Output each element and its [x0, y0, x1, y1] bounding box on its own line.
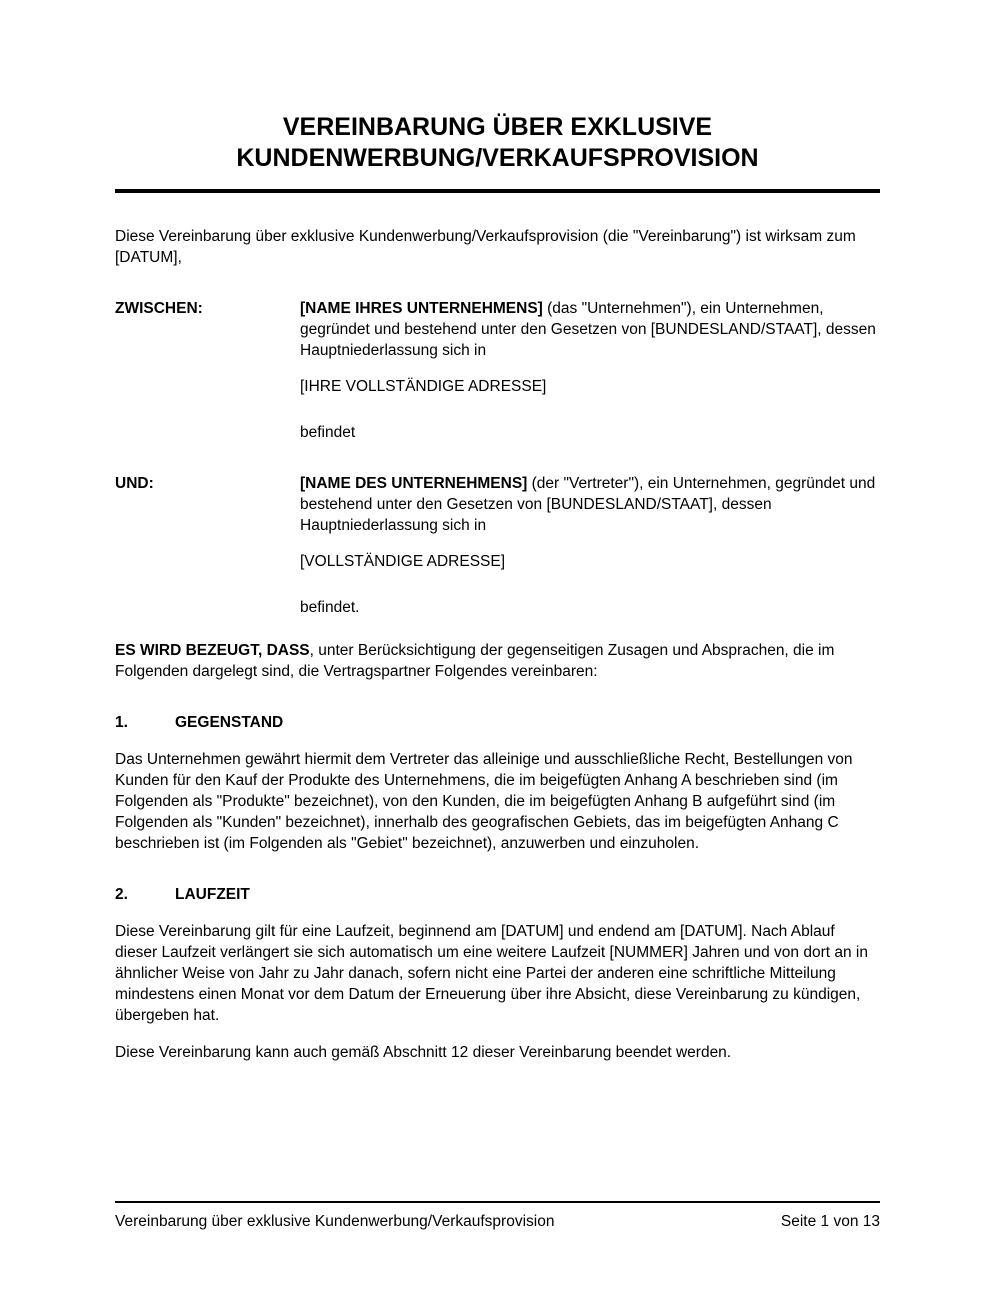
party-closing-word: befindet. — [300, 599, 360, 616]
witness-rest-text: , unter Berücksichtigung der gegenseitigen Zusagen und Absprachen, die im Folgenden dargelegt sind, die Vertragspartner Folgendes vereinbaren: — [115, 642, 835, 680]
document-title-line-2: KUNDENWERBUNG/VERKAUFSPROVISION — [236, 144, 759, 172]
party-description-text: (der "Vertreter"), ein Unternehmen, gegründet und bestehend unter den Gesetzen von [BUNDESLAND/STAAT], dessen Hauptniederlassung sich in — [300, 475, 876, 534]
party-address-placeholder: [IHRE VOLLSTÄNDIGE ADRESSE] — [300, 378, 547, 395]
party-name-placeholder: [NAME IHRES UNTERNEHMENS] — [300, 300, 543, 317]
page-footer — [115, 1201, 880, 1232]
witness-paragraph — [115, 640, 880, 682]
party-description-text: (das "Unternehmen"), ein Unternehmen, gegründet und bestehend unter den Gesetzen von [BUNDESLAND/STAAT], dessen Hauptniederlassung sich in — [300, 300, 876, 359]
party-label-zwischen: ZWISCHEN: — [115, 300, 203, 317]
footer-divider — [115, 1201, 880, 1203]
section-paragraph: Diese Vereinbarung kann auch gemäß Abschnitt 12 dieser Vereinbarung beendet werden. — [115, 1044, 732, 1061]
section-title: GEGENSTAND — [175, 714, 284, 731]
section-title: LAUFZEIT — [175, 886, 250, 903]
witness-bold-lead: ES WIRD BEZEUGT, DASS — [115, 642, 310, 659]
document-title — [115, 112, 880, 174]
party-label-und: UND: — [115, 475, 154, 492]
party-block-und — [115, 473, 1000, 618]
party-content-zwischen — [300, 298, 890, 443]
intro-paragraph: Diese Vereinbarung über exklusive Kundenwerbung/Verkaufsprovision (die "Vereinbarung") ist wirksam zum [DATUM], — [115, 228, 856, 266]
footer-page-number: Seite 1 von 13 — [780, 1213, 880, 1230]
party-block-zwischen — [115, 298, 1000, 443]
party-closing-word: befindet — [300, 424, 356, 441]
section-paragraph: Diese Vereinbarung gilt für eine Laufzeit, beginnend am [DATUM] und endend am [DATUM]. Nach Ablauf dieser Laufzeit verlängert sie sich automatisch um eine weitere Laufzeit [NUMMER] Jahren und von dort an in ähnlicher Weise von Jahr zu Jahr danach, sofern nicht eine Partei der anderen eine schriftliche Mitteilung mindestens einen Monat vor dem Datum der Erneuerung über ihre Absicht, diese Vereinbarung zu kündigen, übergeben hat. — [115, 923, 868, 1024]
document-title-line-1: VEREINBARUNG ÜBER EXKLUSIVE — [282, 113, 713, 141]
party-content-und — [300, 473, 890, 618]
section-heading-laufzeit — [115, 884, 1000, 905]
footer-document-title: Vereinbarung über exklusive Kundenwerbung/Verkaufsprovision — [115, 1213, 555, 1230]
footer-row — [115, 1211, 880, 1232]
section-heading-gegenstand — [115, 712, 1000, 733]
party-name-placeholder: [NAME DES UNTERNEHMENS] — [300, 475, 528, 492]
party-description-paragraph — [300, 298, 890, 361]
section-number: 1. — [115, 714, 128, 731]
section-number: 2. — [115, 886, 128, 903]
party-address-placeholder: [VOLLSTÄNDIGE ADRESSE] — [300, 553, 506, 570]
party-description-paragraph — [300, 473, 890, 536]
title-divider — [115, 189, 880, 193]
section-paragraph: Das Unternehmen gewährt hiermit dem Vertreter das alleinige und ausschließliche Recht, Bestellungen von Kunden für den Kauf der Produkte des Unternehmens, die im beigefügten Anhang A beschrieben sind (im Folgenden als "Produkte" bezeichnet), von den Kunden, die im beigefügten Anhang B aufgeführt sind (im Folgenden als "Kunden" bezeichnet), innerhalb des geografischen Gebiets, das im beigefügten Anhang C beschrieben ist (im Folgenden als "Gebiet" bezeichnet), anzuwerben und einzuholen. — [115, 751, 853, 852]
